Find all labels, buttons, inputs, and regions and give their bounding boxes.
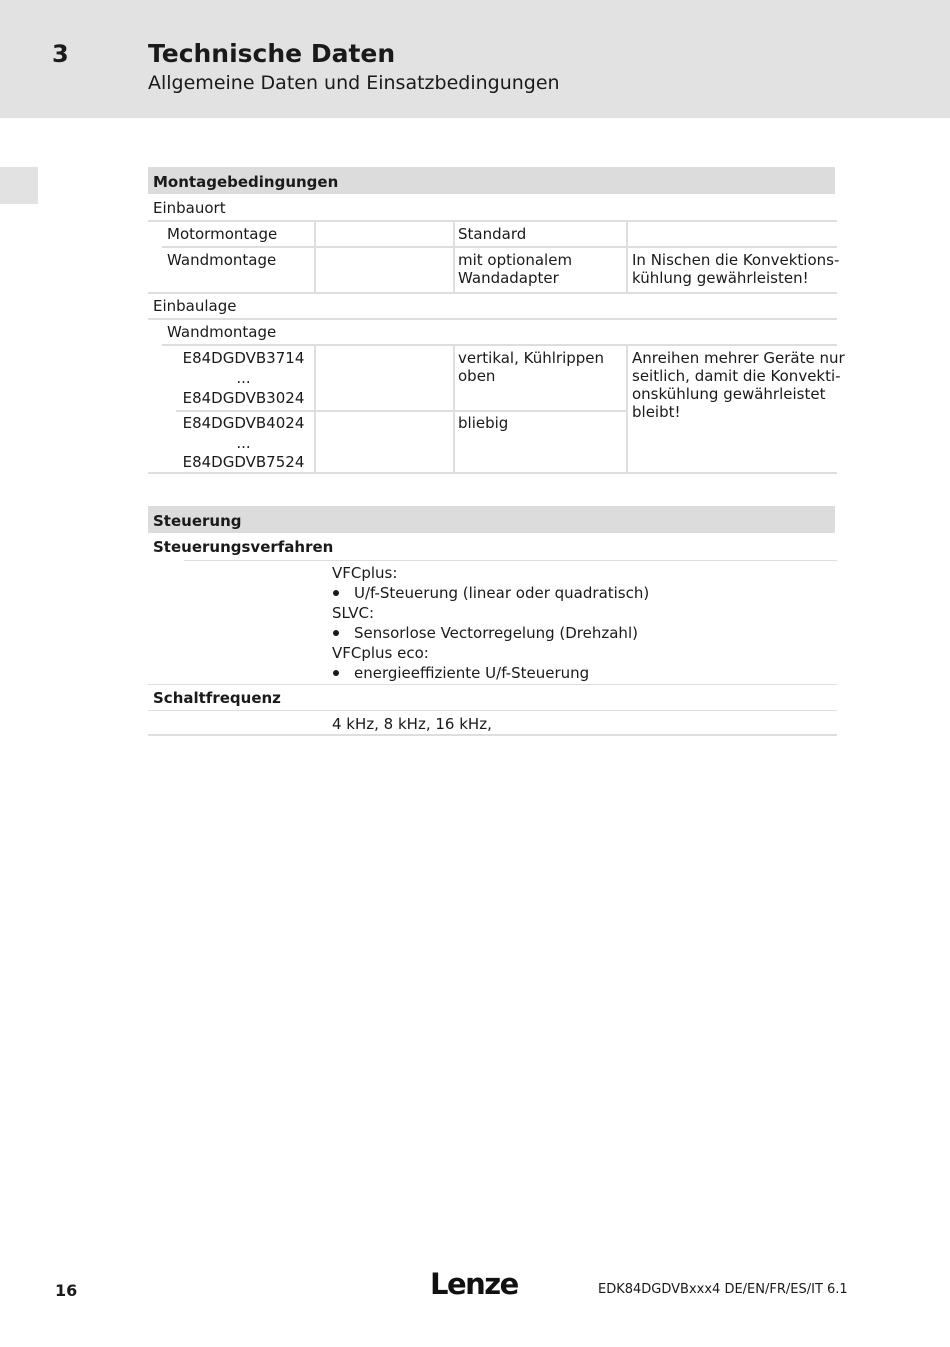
column-divider xyxy=(453,346,455,472)
einbaulage-wandmontage-label: Wandmontage xyxy=(167,323,277,341)
einbaulage-note-line1: Anreihen mehrer Geräte nur xyxy=(632,349,845,367)
verfahren-line: VFCplus eco: xyxy=(332,644,429,662)
model-range-start: E84DGDVB3714 xyxy=(182,349,305,367)
divider xyxy=(148,684,837,685)
bullet-icon xyxy=(333,630,339,636)
table-bottom-rule xyxy=(148,734,837,736)
verfahren-line: SLVC: xyxy=(332,604,375,622)
einbaulage-note-line3: onskühlung gewährleistet xyxy=(632,385,826,403)
wandmontage-value-line1: mit optionalem xyxy=(458,251,573,269)
table-bottom-rule xyxy=(148,472,837,474)
wandmontage-label: Wandmontage xyxy=(167,251,277,269)
column-divider xyxy=(453,222,455,292)
column-divider xyxy=(626,346,628,472)
orientation-value-line1: vertikal, Kühlrippen xyxy=(458,349,605,367)
motormontage-label: Motormontage xyxy=(167,225,278,243)
steuerungsverfahren-label: Steuerungsverfahren xyxy=(153,538,334,556)
divider xyxy=(162,246,837,248)
einbaulage-label: Einbaulage xyxy=(153,297,237,315)
chapter-number: 3 xyxy=(52,40,69,68)
verfahren-line: U/f-Steuerung (linear oder quadratisch) xyxy=(354,584,650,602)
page-title: Technische Daten xyxy=(148,39,396,68)
model-range-end: E84DGDVB7524 xyxy=(182,453,305,471)
column-divider xyxy=(314,222,316,292)
verfahren-line: energieeffiziente U/f-Steuerung xyxy=(354,664,590,682)
divider xyxy=(148,220,837,222)
bullet-icon xyxy=(333,590,339,596)
column-divider xyxy=(626,222,628,292)
verfahren-line: Sensorlose Vectorregelung (Drehzahl) xyxy=(354,624,638,642)
model-range-dots: ... xyxy=(236,369,251,387)
bullet-icon xyxy=(333,670,339,676)
model-range-end: E84DGDVB3024 xyxy=(182,389,305,407)
verfahren-line: VFCplus: xyxy=(332,564,398,582)
column-divider xyxy=(314,346,316,472)
wandmontage-note-line1: In Nischen die Konvektions- xyxy=(632,251,840,269)
schaltfrequenz-label: Schaltfrequenz xyxy=(153,689,281,707)
divider xyxy=(148,292,837,294)
chapter-tab-marker xyxy=(0,167,38,204)
chapter-header xyxy=(0,0,950,118)
einbaulage-note-line2: seitlich, damit die Konvekti- xyxy=(632,367,841,385)
divider xyxy=(148,710,837,711)
document-id: EDK84DGDVBxxx4 DE/EN/FR/ES/IT 6.1 xyxy=(598,1282,848,1297)
page-subtitle: Allgemeine Daten und Einsatzbedingungen xyxy=(148,72,560,94)
einbauort-label: Einbauort xyxy=(153,199,226,217)
divider xyxy=(162,344,837,346)
section-title-steuerung: Steuerung xyxy=(153,512,242,530)
einbaulage-note-line4: bleibt! xyxy=(632,403,681,421)
orientation-value: bliebig xyxy=(458,414,509,432)
divider xyxy=(148,318,837,320)
lenze-logo: Lenze xyxy=(430,1267,518,1301)
model-range-start: E84DGDVB4024 xyxy=(182,414,305,432)
motormontage-value: Standard xyxy=(458,225,527,243)
schaltfrequenz-value: 4 kHz, 8 kHz, 16 kHz, xyxy=(332,715,492,733)
orientation-value-line2: oben xyxy=(458,367,496,385)
page-number: 16 xyxy=(55,1281,78,1300)
section-header-band xyxy=(148,506,835,533)
wandmontage-value-line2: Wandadapter xyxy=(458,269,559,287)
divider xyxy=(184,560,837,561)
divider xyxy=(176,410,626,412)
section-title-montage: Montagebedingungen xyxy=(153,173,339,191)
model-range-dots: ... xyxy=(236,434,251,452)
wandmontage-note-line2: kühlung gewährleisten! xyxy=(632,269,809,287)
